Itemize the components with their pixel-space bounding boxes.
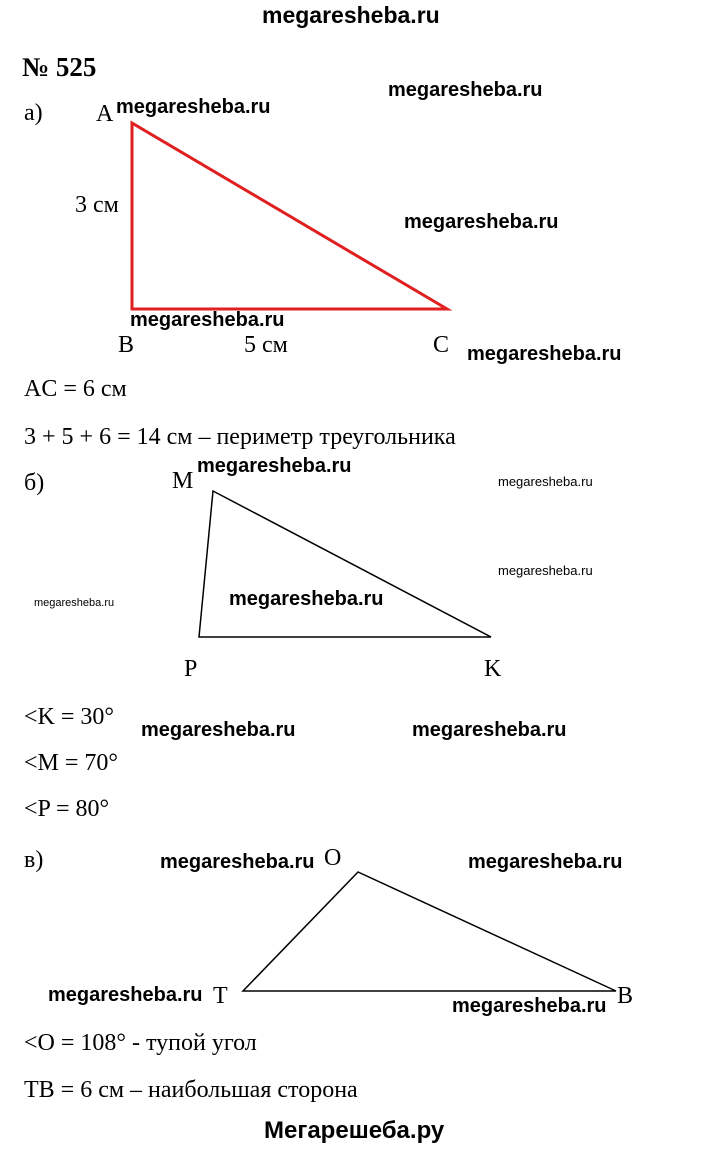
- triangle-abc-shape: [132, 123, 447, 309]
- watermark: megaresheba.ru: [467, 343, 622, 365]
- watermark: megaresheba.ru: [388, 79, 543, 101]
- side-ab-label: 3 см: [75, 192, 119, 218]
- problem-number: № 525: [22, 52, 97, 82]
- part-a-label: а): [24, 100, 43, 126]
- part-c-line1: <O = 108° - тупой угол: [24, 1030, 257, 1056]
- watermark: megaresheba.ru: [197, 455, 352, 477]
- vertex-c-label: C: [433, 332, 450, 358]
- side-bc-label: 5 см: [244, 332, 288, 358]
- part-b-label: б): [24, 470, 45, 496]
- part-a-line1: AC = 6 см: [24, 376, 127, 402]
- watermark: megaresheba.ru: [498, 474, 593, 489]
- watermark: megaresheba.ru: [404, 211, 559, 233]
- vertex-p-label: P: [184, 656, 198, 682]
- part-a-line2: 3 + 5 + 6 = 14 см – периметр треугольника: [24, 424, 456, 450]
- watermark: megaresheba.ru: [412, 719, 567, 741]
- part-b-line1: <K = 30°: [24, 704, 114, 730]
- watermark: megaresheba.ru: [34, 597, 115, 609]
- triangle-mpk-shape: [199, 491, 491, 637]
- part-c-label: в): [24, 847, 44, 873]
- part-c-line2: TB = 6 см – наибольшая сторона: [24, 1077, 358, 1103]
- vertex-b2-label: B: [617, 983, 634, 1009]
- watermark: megaresheba.ru: [141, 719, 296, 741]
- part-b-line2: <M = 70°: [24, 750, 119, 776]
- vertex-k-label: K: [484, 656, 502, 682]
- watermark: megaresheba.ru: [160, 851, 315, 873]
- watermark: megaresheba.ru: [229, 588, 384, 610]
- watermark: megaresheba.ru: [48, 984, 203, 1006]
- vertex-t-label: T: [213, 983, 228, 1009]
- watermark: megaresheba.ru: [498, 563, 593, 578]
- footer-brand: Мегарешеба.ру: [264, 1117, 445, 1144]
- header-watermark: megaresheba.ru: [262, 2, 440, 28]
- watermark: megaresheba.ru: [468, 851, 623, 873]
- watermark: megaresheba.ru: [116, 96, 271, 118]
- vertex-m-label: M: [172, 468, 194, 494]
- part-b-line3: <P = 80°: [24, 796, 110, 822]
- vertex-b-label: B: [118, 332, 135, 358]
- vertex-a-label: A: [96, 101, 114, 127]
- watermark: megaresheba.ru: [452, 995, 607, 1017]
- vertex-o-label: O: [324, 845, 342, 871]
- triangle-otb-shape: [243, 872, 616, 991]
- watermark: megaresheba.ru: [130, 309, 285, 331]
